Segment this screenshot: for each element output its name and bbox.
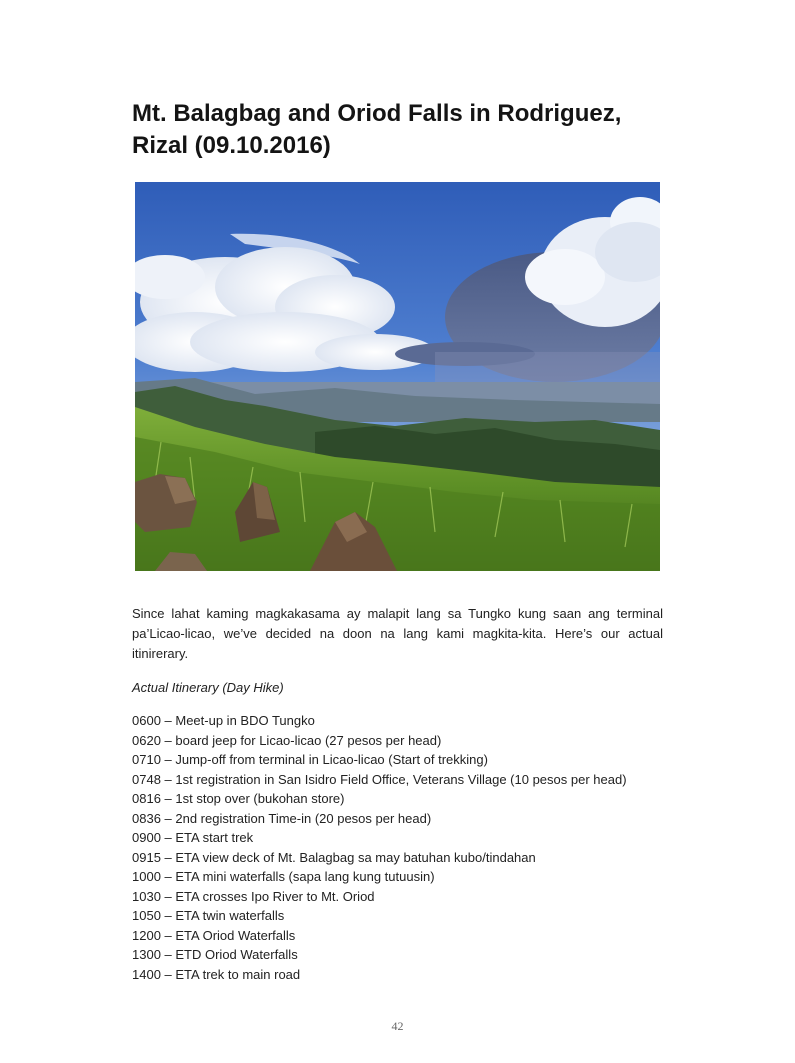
itinerary-item: 0748 – 1st registration in San Isidro Field Office, Veterans Village (10 pesos per head): [132, 771, 627, 787]
itinerary-item: 1400 – ETA trek to main road: [132, 966, 301, 982]
itinerary-item: 1050 – ETA twin waterfalls: [132, 908, 285, 923]
itinerary-item: 0620 – board jeep for Licao-licao (27 pesos per head): [132, 732, 442, 748]
intro-paragraph: Since lahat kaming magkakasama ay malapit lang sa Tungko kung saan ang terminal pa’Licao-licao, we’ve decided na doon na lang kami magkita-kita. Here’s our actual itinirerary.: [132, 606, 663, 661]
itinerary-item: 0600 – Meet-up in BDO Tungko: [132, 713, 315, 728]
itinerary-item: 1000 – ETA mini waterfalls (sapa lang kung tutuusin): [132, 869, 435, 884]
landscape-photo: [135, 182, 660, 571]
itinerary-item: 0900 – ETA start trek: [132, 830, 254, 845]
itinerary-item: 0836 – 2nd registration Time-in (20 pesos per head): [132, 810, 432, 826]
page-number: 42: [391, 1019, 404, 1033]
itinerary-list: [132, 711, 672, 984]
itinerary-item: 0915 – ETA view deck of Mt. Balagbag sa may batuhan kubo/tindahan: [132, 849, 536, 865]
itinerary-item: 0816 – 1st stop over (bukohan store): [132, 791, 345, 806]
itinerary-item: 1200 – ETA Oriod Waterfalls: [132, 927, 296, 943]
itinerary-item: 1300 – ETD Oriod Waterfalls: [132, 947, 298, 962]
itinerary-item: 0710 – Jump-off from terminal in Licao-licao (Start of trekking): [132, 752, 488, 767]
itinerary-heading: Actual Itinerary (Day Hike): [132, 680, 284, 695]
page-title: Mt. Balagbag and Oriod Falls in Rodriguez, Rizal (09.10.2016): [132, 100, 622, 159]
itinerary-item: 1030 – ETA crosses Ipo River to Mt. Oriod: [132, 888, 375, 904]
